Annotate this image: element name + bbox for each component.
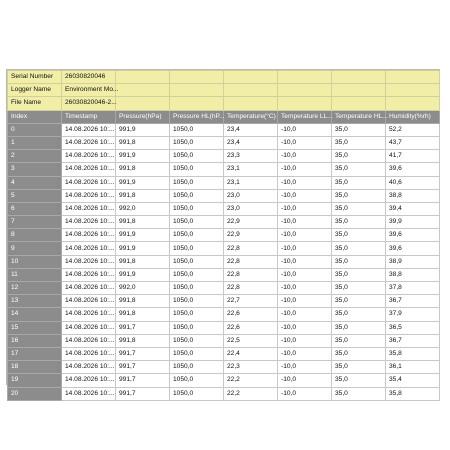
row-index: 2 — [8, 150, 62, 163]
table-row[interactable] — [8, 136, 440, 149]
column-header[interactable]: Humidity(%rh) — [386, 110, 440, 123]
table-cell[interactable]: -10,0 — [278, 347, 332, 360]
table-row[interactable] — [8, 321, 440, 334]
meta-empty-cell — [116, 97, 170, 110]
table-cell[interactable]: 23,1 — [224, 176, 278, 189]
table-cell[interactable]: -10,0 — [278, 150, 332, 163]
table-cell[interactable]: 38,9 — [386, 255, 440, 268]
table-cell[interactable]: -10,0 — [278, 334, 332, 347]
table-cell[interactable]: -10,0 — [278, 163, 332, 176]
table-cell[interactable]: 38,8 — [386, 268, 440, 281]
table-cell[interactable]: 22,7 — [224, 295, 278, 308]
row-index: 12 — [8, 282, 62, 295]
table-cell[interactable]: 991,9 — [116, 268, 170, 281]
row-index: 17 — [8, 347, 62, 360]
table-cell[interactable]: 1050,0 — [170, 229, 224, 242]
table-cell[interactable]: 22,8 — [224, 268, 278, 281]
table-cell[interactable]: 36,5 — [386, 321, 440, 334]
table-cell[interactable]: 23,0 — [224, 202, 278, 215]
table-cell[interactable]: 1050,0 — [170, 255, 224, 268]
table-cell[interactable]: 991,9 — [116, 229, 170, 242]
table-cell[interactable]: 991,8 — [116, 334, 170, 347]
table-cell[interactable]: 35,0 — [332, 189, 386, 202]
table-cell[interactable]: 14.08.2026 10:... — [62, 189, 116, 202]
meta-empty-cell — [332, 97, 386, 110]
table-cell[interactable]: 1050,0 — [170, 321, 224, 334]
table-cell[interactable]: -10,0 — [278, 361, 332, 374]
table-cell[interactable]: 35,8 — [386, 387, 440, 400]
table-cell[interactable]: 23,0 — [224, 189, 278, 202]
meta-empty-cell — [332, 84, 386, 97]
table-row[interactable] — [8, 216, 440, 229]
table-cell[interactable]: 23,4 — [224, 123, 278, 136]
table-cell[interactable]: 992,0 — [116, 202, 170, 215]
table-cell[interactable]: -10,0 — [278, 255, 332, 268]
table-cell[interactable]: 22,8 — [224, 255, 278, 268]
table-cell[interactable]: 22,8 — [224, 242, 278, 255]
table-row[interactable] — [8, 229, 440, 242]
table-cell[interactable]: 35,8 — [386, 347, 440, 360]
table-row[interactable] — [8, 150, 440, 163]
table-cell[interactable]: 1050,0 — [170, 163, 224, 176]
table-cell[interactable]: 39,6 — [386, 229, 440, 242]
table-cell[interactable]: 991,9 — [116, 150, 170, 163]
table-cell[interactable]: 22,6 — [224, 308, 278, 321]
row-index: 16 — [8, 334, 62, 347]
table-cell[interactable]: -10,0 — [278, 176, 332, 189]
table-row[interactable] — [8, 361, 440, 374]
meta-row — [8, 71, 440, 84]
table-cell[interactable]: -10,0 — [278, 242, 332, 255]
table-cell[interactable]: 1050,0 — [170, 268, 224, 281]
table-cell[interactable]: 14.08.2026 10:... — [62, 282, 116, 295]
table-cell[interactable]: 35,0 — [332, 216, 386, 229]
table-cell[interactable]: 991,9 — [116, 123, 170, 136]
table-cell[interactable]: 14.08.2026 10:... — [62, 176, 116, 189]
row-index: 4 — [8, 176, 62, 189]
table-cell[interactable]: 36,7 — [386, 295, 440, 308]
meta-label: Logger Name — [8, 84, 62, 97]
column-header-row — [8, 110, 440, 123]
table-cell[interactable]: 22,9 — [224, 216, 278, 229]
table-row[interactable] — [8, 295, 440, 308]
meta-empty-cell — [170, 71, 224, 84]
table-row[interactable] — [8, 189, 440, 202]
column-header[interactable]: Pressure(hPa) — [116, 110, 170, 123]
table-cell[interactable]: 14.08.2026 10:... — [62, 202, 116, 215]
table-cell[interactable]: 35,0 — [332, 361, 386, 374]
table-cell[interactable]: 992,0 — [116, 282, 170, 295]
table-cell[interactable]: 35,0 — [332, 136, 386, 149]
row-index: 10 — [8, 255, 62, 268]
table-cell[interactable]: 14.08.2026 10:... — [62, 150, 116, 163]
table-cell[interactable]: 991,7 — [116, 387, 170, 400]
table-cell[interactable]: 14.08.2026 10:... — [62, 347, 116, 360]
table-cell[interactable]: 14.08.2026 10:... — [62, 229, 116, 242]
table-cell[interactable]: -10,0 — [278, 374, 332, 387]
row-index: 9 — [8, 242, 62, 255]
row-index: 5 — [8, 189, 62, 202]
row-index: 0 — [8, 123, 62, 136]
table-cell[interactable]: 1050,0 — [170, 282, 224, 295]
meta-empty-cell — [170, 97, 224, 110]
table-cell[interactable]: 14.08.2026 10:... — [62, 123, 116, 136]
table-cell[interactable]: 35,0 — [332, 229, 386, 242]
table-row[interactable] — [8, 347, 440, 360]
table-cell[interactable]: 35,0 — [332, 176, 386, 189]
column-header[interactable]: Temperature HL... — [332, 110, 386, 123]
row-index: 7 — [8, 216, 62, 229]
row-index: 1 — [8, 136, 62, 149]
table-cell[interactable]: 14.08.2026 10:... — [62, 308, 116, 321]
row-index: 3 — [8, 163, 62, 176]
table-cell[interactable]: 35,0 — [332, 282, 386, 295]
column-header[interactable]: Pressure HL(hP... — [170, 110, 224, 123]
table-cell[interactable]: 991,7 — [116, 374, 170, 387]
table-cell[interactable]: 991,9 — [116, 242, 170, 255]
table-cell[interactable]: 1050,0 — [170, 176, 224, 189]
row-index: 14 — [8, 308, 62, 321]
table-cell[interactable]: 35,0 — [332, 255, 386, 268]
row-index: 11 — [8, 268, 62, 281]
table-cell[interactable]: 14.08.2026 10:... — [62, 387, 116, 400]
meta-empty-cell — [386, 84, 440, 97]
meta-empty-cell — [224, 97, 278, 110]
table-cell[interactable]: -10,0 — [278, 123, 332, 136]
table-cell[interactable]: 991,8 — [116, 136, 170, 149]
table-cell[interactable]: 991,7 — [116, 361, 170, 374]
table-cell[interactable]: -10,0 — [278, 136, 332, 149]
table-cell[interactable]: 41,7 — [386, 150, 440, 163]
table-cell[interactable]: 14.08.2026 10:... — [62, 334, 116, 347]
table-cell[interactable]: -10,0 — [278, 268, 332, 281]
table-cell[interactable]: 23,3 — [224, 150, 278, 163]
row-index: 6 — [8, 202, 62, 215]
table-cell[interactable]: 1050,0 — [170, 189, 224, 202]
meta-value[interactable]: Environment Mo... — [62, 84, 116, 97]
table-cell[interactable]: 1050,0 — [170, 150, 224, 163]
column-header[interactable]: Timestamp — [62, 110, 116, 123]
table-cell[interactable]: 1050,0 — [170, 374, 224, 387]
table-cell[interactable]: 35,0 — [332, 202, 386, 215]
meta-empty-cell — [116, 71, 170, 84]
table-cell[interactable]: 1050,0 — [170, 387, 224, 400]
table-cell[interactable]: -10,0 — [278, 321, 332, 334]
table-cell[interactable]: 1050,0 — [170, 308, 224, 321]
table-cell[interactable]: 43,7 — [386, 136, 440, 149]
table-cell[interactable]: 22,9 — [224, 229, 278, 242]
table-cell[interactable]: 22,8 — [224, 282, 278, 295]
table-cell[interactable]: 14.08.2026 10:... — [62, 361, 116, 374]
column-header[interactable]: Temperature LL... — [278, 110, 332, 123]
table-cell[interactable]: 36,7 — [386, 334, 440, 347]
table-cell[interactable]: -10,0 — [278, 295, 332, 308]
row-index: 8 — [8, 229, 62, 242]
table-cell[interactable]: 22,3 — [224, 361, 278, 374]
table-cell[interactable]: 991,8 — [116, 255, 170, 268]
table-cell[interactable]: 37,9 — [386, 308, 440, 321]
row-index: 18 — [8, 361, 62, 374]
table-cell[interactable]: 1050,0 — [170, 136, 224, 149]
table-cell[interactable]: 991,7 — [116, 321, 170, 334]
meta-empty-cell — [278, 71, 332, 84]
table-cell[interactable]: 1050,0 — [170, 295, 224, 308]
table-cell[interactable]: 38,8 — [386, 189, 440, 202]
meta-label: Serial Number — [8, 71, 62, 84]
table-cell[interactable]: 14.08.2026 10:... — [62, 255, 116, 268]
table-cell[interactable]: 14.08.2026 10:... — [62, 374, 116, 387]
table-cell[interactable]: 36,1 — [386, 361, 440, 374]
table-cell[interactable]: 35,0 — [332, 123, 386, 136]
table-cell[interactable]: 991,7 — [116, 347, 170, 360]
column-header[interactable]: Index — [8, 110, 62, 123]
meta-empty-cell — [116, 84, 170, 97]
table-cell[interactable]: 14.08.2026 10:... — [62, 136, 116, 149]
table-cell[interactable]: 22,4 — [224, 347, 278, 360]
row-index: 19 — [8, 374, 62, 387]
meta-empty-cell — [224, 71, 278, 84]
table-cell[interactable]: 1050,0 — [170, 361, 224, 374]
meta-value[interactable]: 26030820046 — [62, 71, 116, 84]
meta-empty-cell — [386, 97, 440, 110]
table-cell[interactable]: 35,0 — [332, 347, 386, 360]
table-cell[interactable]: 35,0 — [332, 268, 386, 281]
table-cell[interactable]: 1050,0 — [170, 347, 224, 360]
table-cell[interactable]: 991,8 — [116, 216, 170, 229]
table-row[interactable] — [8, 268, 440, 281]
table-cell[interactable]: 991,8 — [116, 163, 170, 176]
table-cell[interactable]: 40,6 — [386, 176, 440, 189]
table-cell[interactable]: 23,1 — [224, 163, 278, 176]
table-cell[interactable]: 35,0 — [332, 374, 386, 387]
meta-empty-cell — [386, 71, 440, 84]
table-cell[interactable]: -10,0 — [278, 229, 332, 242]
table-cell[interactable]: 991,8 — [116, 189, 170, 202]
logger-table — [7, 70, 440, 401]
table-cell[interactable]: 35,0 — [332, 163, 386, 176]
table-row[interactable] — [8, 123, 440, 136]
table-cell[interactable]: 1050,0 — [170, 242, 224, 255]
meta-empty-cell — [278, 97, 332, 110]
table-cell[interactable]: 37,8 — [386, 282, 440, 295]
table-cell[interactable]: 14.08.2026 10:... — [62, 242, 116, 255]
table-row[interactable] — [8, 387, 440, 400]
meta-row — [8, 84, 440, 97]
meta-empty-cell — [332, 71, 386, 84]
meta-label: File Name — [8, 97, 62, 110]
data-grid[interactable] — [6, 69, 440, 397]
row-index: 20 — [8, 387, 62, 400]
table-row[interactable] — [8, 242, 440, 255]
table-cell[interactable]: 991,8 — [116, 308, 170, 321]
table-cell[interactable]: 991,8 — [116, 295, 170, 308]
table-cell[interactable]: 39,4 — [386, 202, 440, 215]
row-index: 13 — [8, 295, 62, 308]
table-cell[interactable]: 1050,0 — [170, 202, 224, 215]
meta-empty-cell — [278, 84, 332, 97]
table-cell[interactable]: -10,0 — [278, 189, 332, 202]
meta-value[interactable]: 26030820046-2... — [62, 97, 116, 110]
table-cell[interactable]: -10,0 — [278, 387, 332, 400]
meta-row — [8, 97, 440, 110]
table-cell[interactable]: 39,9 — [386, 216, 440, 229]
table-cell[interactable]: 35,0 — [332, 334, 386, 347]
table-cell[interactable]: 23,4 — [224, 136, 278, 149]
table-row[interactable] — [8, 202, 440, 215]
table-cell[interactable]: -10,0 — [278, 216, 332, 229]
table-cell[interactable]: 35,0 — [332, 242, 386, 255]
table-cell[interactable]: 35,4 — [386, 374, 440, 387]
table-cell[interactable]: 14.08.2026 10:... — [62, 268, 116, 281]
row-index: 15 — [8, 321, 62, 334]
table-cell[interactable]: 14.08.2026 10:... — [62, 216, 116, 229]
table-cell[interactable]: 14.08.2026 10:... — [62, 295, 116, 308]
table-cell[interactable]: 35,0 — [332, 308, 386, 321]
table-cell[interactable]: 22,2 — [224, 387, 278, 400]
table-cell[interactable]: -10,0 — [278, 308, 332, 321]
table-cell[interactable]: 35,0 — [332, 387, 386, 400]
table-row[interactable] — [8, 308, 440, 321]
table-cell[interactable]: 35,0 — [332, 321, 386, 334]
table-cell[interactable]: -10,0 — [278, 202, 332, 215]
table-row[interactable] — [8, 374, 440, 387]
meta-empty-cell — [170, 84, 224, 97]
table-cell[interactable]: 1050,0 — [170, 334, 224, 347]
table-cell[interactable]: 52,2 — [386, 123, 440, 136]
table-cell[interactable]: 991,9 — [116, 176, 170, 189]
column-header[interactable]: Temperature(°C) — [224, 110, 278, 123]
table-cell[interactable]: 22,2 — [224, 374, 278, 387]
table-row[interactable] — [8, 255, 440, 268]
table-cell[interactable]: -10,0 — [278, 282, 332, 295]
table-row[interactable] — [8, 163, 440, 176]
table-cell[interactable]: 14.08.2026 10:... — [62, 321, 116, 334]
table-row[interactable] — [8, 334, 440, 347]
table-cell[interactable]: 35,0 — [332, 150, 386, 163]
table-cell[interactable]: 22,5 — [224, 334, 278, 347]
table-cell[interactable]: 1050,0 — [170, 123, 224, 136]
table-cell[interactable]: 22,6 — [224, 321, 278, 334]
table-cell[interactable]: 14.08.2026 10:... — [62, 163, 116, 176]
table-row[interactable] — [8, 176, 440, 189]
meta-empty-cell — [224, 84, 278, 97]
table-cell[interactable]: 1050,0 — [170, 216, 224, 229]
table-cell[interactable]: 39,6 — [386, 242, 440, 255]
table-cell[interactable]: 35,0 — [332, 295, 386, 308]
table-row[interactable] — [8, 282, 440, 295]
table-cell[interactable]: 39,6 — [386, 163, 440, 176]
